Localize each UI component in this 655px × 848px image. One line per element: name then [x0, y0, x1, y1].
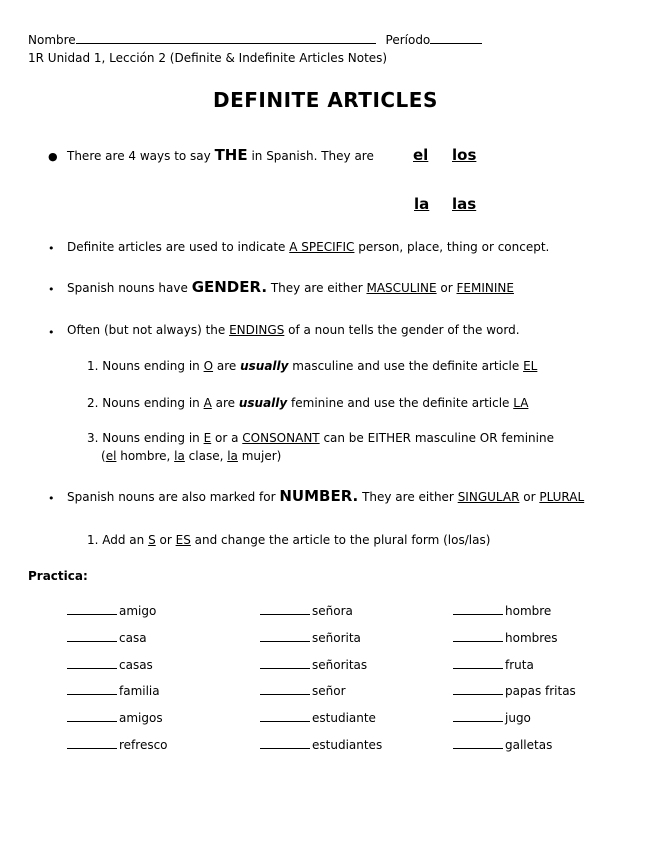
article-los: los [452, 146, 477, 164]
nombre-blank[interactable] [76, 42, 376, 44]
answer-blank[interactable] [453, 720, 503, 722]
practice-item [260, 604, 353, 618]
practice-word: estudiante [312, 711, 376, 725]
practice-item [260, 658, 367, 672]
answer-blank[interactable] [260, 747, 310, 749]
practice-word: refresco [119, 738, 168, 752]
bullet-dot: • [48, 283, 55, 296]
rule-ending-a: 2. Nouns ending in A are usually feminine and use the definite article LA [87, 396, 529, 410]
name-line [28, 33, 482, 47]
answer-blank[interactable] [260, 720, 310, 722]
article-el: el [413, 146, 429, 164]
practice-item [453, 711, 531, 725]
practice-item [67, 711, 163, 725]
answer-blank[interactable] [67, 720, 117, 722]
practice-item [453, 684, 576, 698]
rule-ending-e: 3. Nouns ending in E or a CONSONANT can be EITHER masculine OR feminine [87, 431, 554, 445]
practice-item [67, 658, 153, 672]
subtitle: 1R Unidad 1, Lección 2 (Definite & Indefinite Articles Notes) [28, 51, 388, 65]
practice-item [260, 631, 361, 645]
practice-word: fruta [505, 658, 534, 672]
answer-blank[interactable] [260, 693, 310, 695]
practice-word: familia [119, 684, 160, 698]
practice-word: estudiantes [312, 738, 383, 752]
note-specific: Definite articles are used to indicate A SPECIFIC person, place, thing or concept. [67, 240, 550, 254]
practice-item [67, 631, 147, 645]
answer-blank[interactable] [453, 640, 503, 642]
practice-word: hombres [505, 631, 558, 645]
bullet-dot: • [48, 326, 55, 339]
answer-blank[interactable] [67, 613, 117, 615]
practice-word: señoritas [312, 658, 368, 672]
practice-item [453, 738, 552, 752]
periodo-label: Período [385, 33, 431, 47]
practice-item [260, 684, 346, 698]
answer-blank[interactable] [453, 613, 503, 615]
note-four-ways: There are 4 ways to say THE in Spanish. They are [67, 146, 374, 164]
note-endings: Often (but not always) the ENDINGS of a noun tells the gender of the word. [67, 323, 520, 337]
answer-blank[interactable] [67, 747, 117, 749]
answer-blank[interactable] [67, 667, 117, 669]
practice-word: galletas [505, 738, 553, 752]
practice-item [453, 604, 551, 618]
answer-blank[interactable] [453, 693, 503, 695]
nombre-label: Nombre [28, 33, 76, 47]
note-gender: Spanish nouns have GENDER. They are either MASCULINE or FEMININE [67, 278, 514, 296]
practice-word: casa [119, 631, 147, 645]
answer-blank[interactable] [67, 640, 117, 642]
practice-word: señor [312, 684, 346, 698]
practice-word: señora [312, 604, 353, 618]
practice-word: señorita [312, 631, 361, 645]
practice-item [260, 738, 382, 752]
note-number: Spanish nouns are also marked for NUMBER. They are either SINGULAR or PLURAL [67, 487, 585, 505]
practice-item [453, 631, 558, 645]
practice-item [67, 604, 156, 618]
practice-word: papas fritas [505, 684, 576, 698]
practice-item [260, 711, 376, 725]
rule-ending-o: 1. Nouns ending in O are usually masculine and use the definite article EL [87, 359, 538, 373]
answer-blank[interactable] [453, 747, 503, 749]
answer-blank[interactable] [260, 640, 310, 642]
practice-item [67, 684, 160, 698]
bullet-dot: • [48, 242, 55, 255]
rule-plural: 1. Add an S or ES and change the article to the plural form (los/las) [87, 533, 491, 547]
answer-blank[interactable] [67, 693, 117, 695]
bullet-dot: • [48, 492, 55, 505]
practice-word: jugo [505, 711, 531, 725]
practice-item [453, 658, 534, 672]
answer-blank[interactable] [260, 613, 310, 615]
article-la: la [414, 195, 430, 213]
practice-item [67, 738, 168, 752]
bullet-dot: ● [48, 150, 58, 163]
rule-ending-e-examples: (el hombre, la clase, la mujer) [101, 449, 282, 463]
page-title: DEFINITE ARTICLES [213, 88, 438, 112]
practica-label: Practica: [28, 569, 88, 583]
article-las: las [452, 195, 477, 213]
practice-word: hombre [505, 604, 552, 618]
practice-word: casas [119, 658, 153, 672]
answer-blank[interactable] [260, 667, 310, 669]
answer-blank[interactable] [453, 667, 503, 669]
practice-word: amigo [119, 604, 157, 618]
practice-word: amigos [119, 711, 163, 725]
periodo-blank[interactable] [430, 42, 482, 44]
